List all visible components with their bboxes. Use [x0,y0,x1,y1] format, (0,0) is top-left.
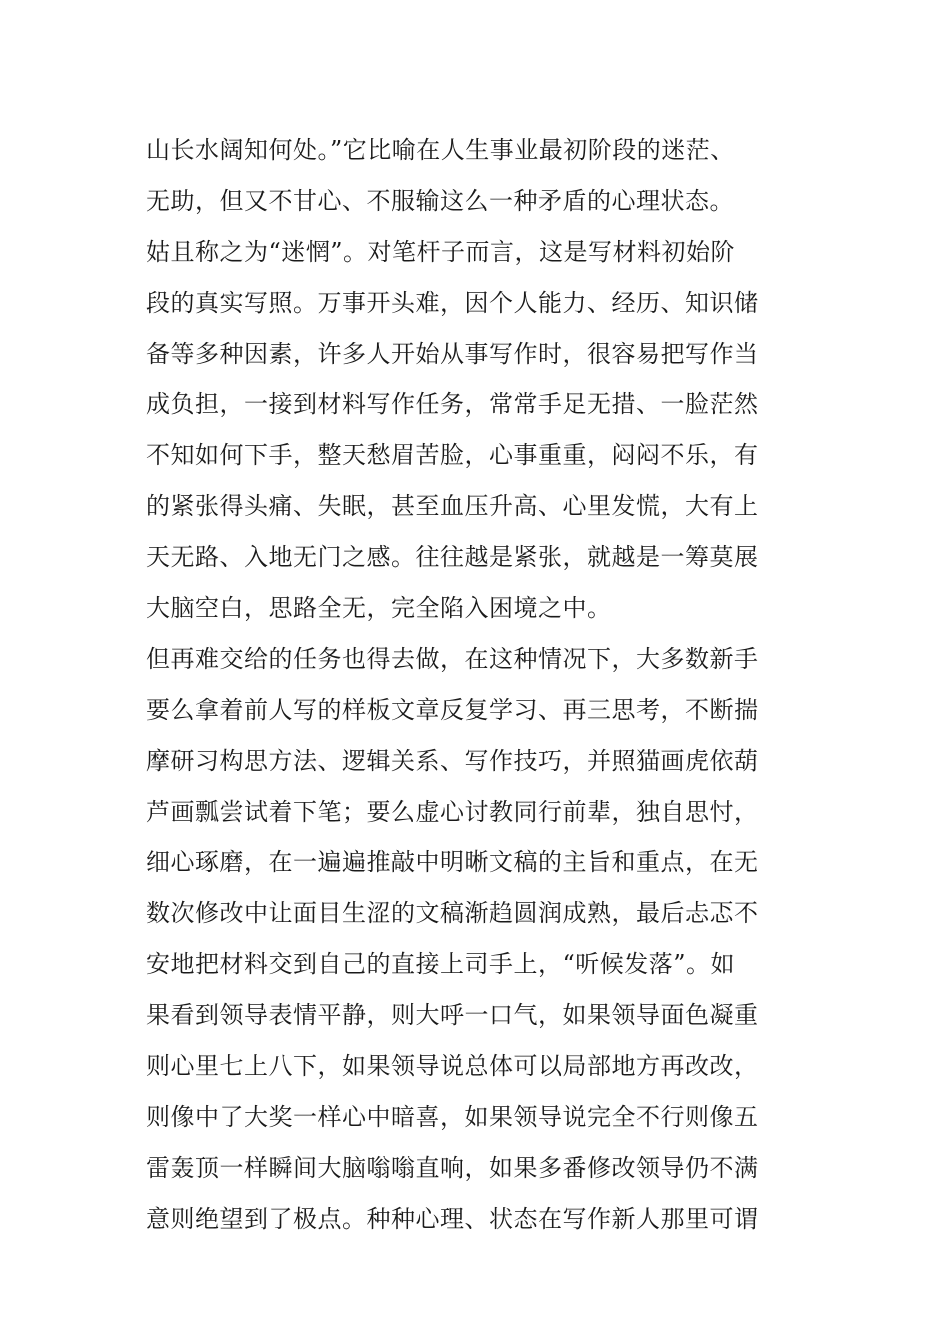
text-line-2: 无助，但又不甘心、不服输这么一种矛盾的心理状态。 [146,186,734,215]
text-line-8: 的紧张得头痛、失眠，甚至血压升高、心里发慌，大有上 [146,492,759,521]
text-line-5: 备等多种因素，许多人开始从事写作时，很容易把写作当 [146,339,759,368]
text-line-12: 要么拿着前人写的样板文章反复学习、再三思考，不断揣 [146,695,759,724]
text-line-6: 成负担，一接到材料写作任务，常常手足无措、一脸茫然 [146,390,759,419]
text-line-13: 摩研习构思方法、逻辑关系、写作技巧，并照猫画虎依葫 [146,746,759,775]
text-line-20: 则像中了大奖一样心中暗喜，如果领导说完全不行则像五 [146,1102,759,1131]
text-line-22: 意则绝望到了极点。种种心理、状态在写作新人那里可谓 [146,1204,759,1233]
text-line-10: 大脑空白，思路全无，完全陷入困境之中。 [146,594,612,623]
text-line-17: 安地把材料交到自己的直接上司手上，“听候发落”。如 [146,950,736,979]
text-line-16: 数次修改中让面目生涩的文稿渐趋圆润成熟，最后忐忑不 [146,899,759,928]
text-line-15: 细心琢磨，在一遍遍推敲中明晰文稿的主旨和重点，在无 [146,848,759,877]
text-line-19: 则心里七上八下，如果领导说总体可以局部地方再改改， [146,1052,759,1081]
text-line-1: 山长水阔知何处。”它比喻在人生事业最初阶段的迷茫、 [146,136,735,164]
text-line-18: 果看到领导表情平静，则大呼一口气，如果领导面色凝重 [146,1001,759,1030]
text-line-9: 天无路、入地无门之感。往往越是紧张，就越是一筹莫展 [146,543,759,572]
text-line-3: 姑且称之为“迷惘”。对笔杆子而言，这是写材料初始阶 [146,237,736,266]
text-line-14: 芦画瓢尝试着下笔；要么虚心讨教同行前辈，独自思忖， [146,797,759,826]
body-text [146,125,811,1245]
text-line-7: 不知如何下手，整天愁眉苦脸，心事重重，闷闷不乐，有 [146,441,759,470]
text-line-4: 段的真实写照。万事开头难，因个人能力、经历、知识储 [146,288,759,317]
text-line-21: 雷轰顶一样瞬间大脑嗡嗡直响，如果多番修改领导仍不满 [146,1153,759,1182]
text-line-11: 但再难交给的任务也得去做，在这种情况下，大多数新手 [146,644,759,673]
